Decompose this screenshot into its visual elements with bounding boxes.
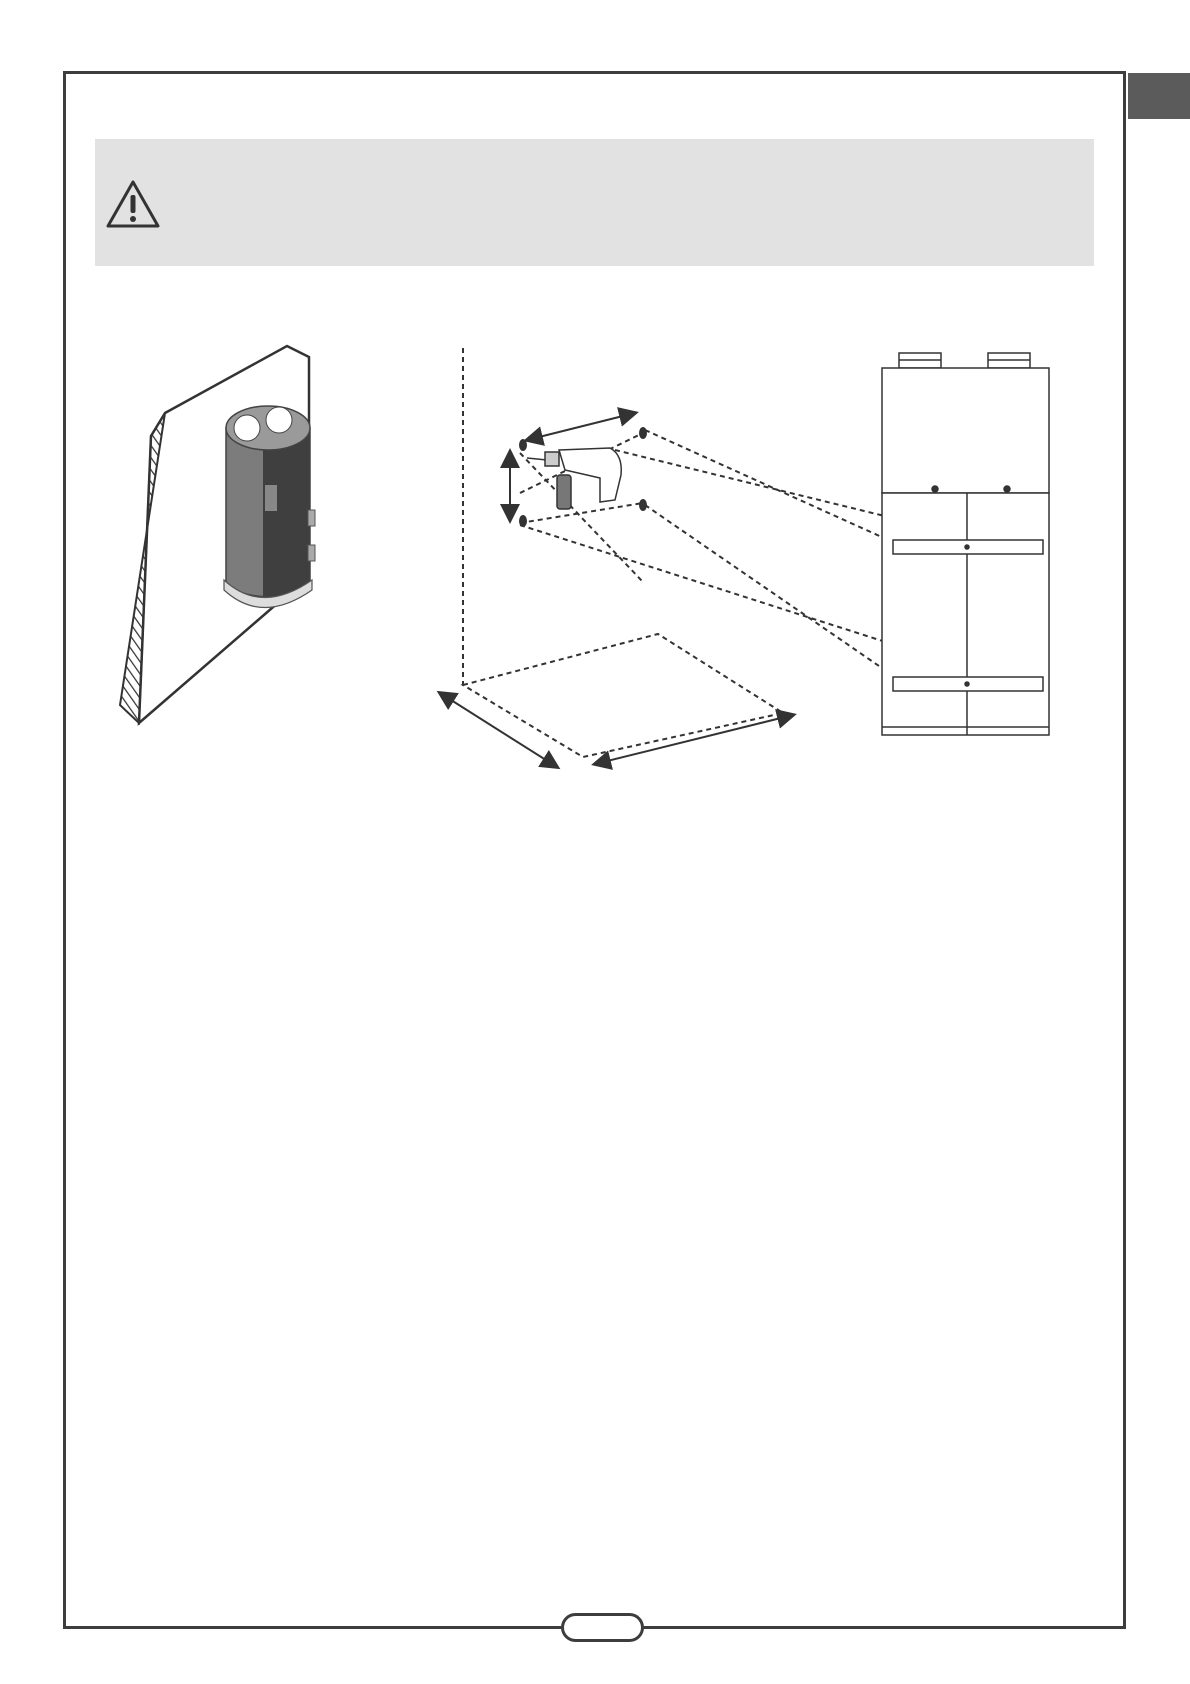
installation-illustration (95, 330, 1094, 780)
warning-box (95, 139, 1094, 266)
warning-triangle-icon (105, 179, 161, 229)
section-tab (1128, 73, 1190, 119)
page-number (561, 1613, 644, 1642)
water-heater-on-wall-illustration (120, 346, 315, 723)
page-frame (63, 71, 1126, 1629)
unit-front-view-with-brackets (882, 353, 1049, 735)
drill-icon (527, 448, 621, 509)
